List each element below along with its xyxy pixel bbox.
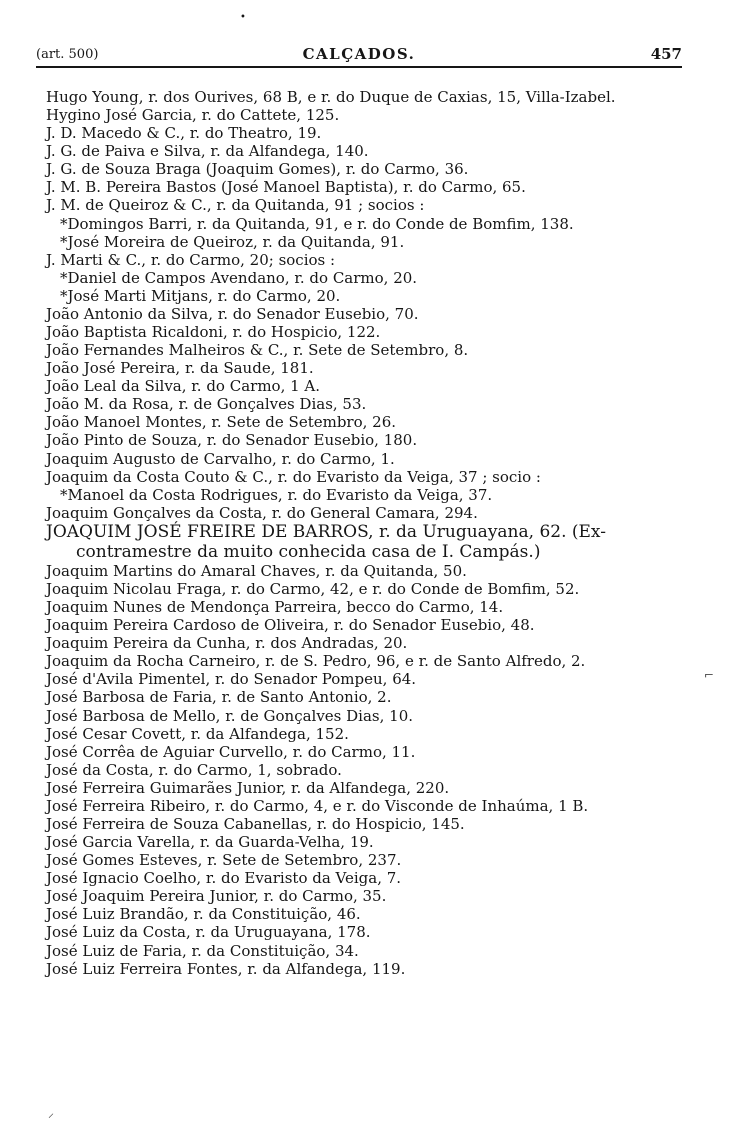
directory-entry: José Gomes Esteves, r. Sete de Setembro, 237.	[46, 851, 402, 870]
directory-entry: José Barbosa de Faria, r. de Santo Antonio, 2.	[46, 688, 392, 707]
directory-entry: contramestre da muito conhecida casa de I. Campás.)	[76, 541, 541, 562]
directory-entry: J. D. Macedo & C., r. do Theatro, 19.	[46, 124, 322, 143]
directory-entry: José da Costa, r. do Carmo, 1, sobrado.	[46, 760, 342, 779]
directory-entry: José Luiz Ferreira Fontes, r. da Alfandega, 119.	[46, 959, 406, 978]
directory-entry: J. M. B. Pereira Bastos (José Manoel Baptista), r. do Carmo, 65.	[46, 178, 526, 197]
directory-entry: Hugo Young, r. dos Ourives, 68 B, e r. do Duque de Caxias, 15, Villa-Izabel.	[46, 88, 616, 106]
directory-entry: João Leal da Silva, r. do Carmo, 1 A.	[46, 377, 321, 396]
directory-entry: José d'Avila Pimentel, r. do Senador Pompeu, 64.	[46, 670, 417, 689]
directory-entry: João Manoel Montes, r. Sete de Setembro, 26.	[46, 413, 397, 432]
directory-entry: Joaquim Martins do Amaral Chaves, r. da Quitanda, 50.	[46, 561, 467, 580]
top-mark: •	[240, 12, 246, 23]
directory-entry: José Garcia Varella, r. da Guarda-Velha, 19.	[46, 833, 374, 852]
entry-list	[46, 88, 691, 978]
directory-entry: J. G. de Paiva e Silva, r. da Alfandega, 140.	[46, 142, 369, 161]
directory-entry: José Barbosa de Mello, r. de Gonçalves Dias, 10.	[46, 706, 414, 725]
directory-entry: João José Pereira, r. da Saude, 181.	[46, 359, 314, 378]
directory-entry: J. G. de Souza Braga (Joaquim Gomes), r. do Carmo, 36.	[46, 160, 469, 179]
directory-entry: João Fernandes Malheiros & C., r. Sete de Setembro, 8.	[46, 341, 469, 360]
page-header	[36, 44, 682, 68]
section-title: CALÇADOS.	[302, 45, 416, 63]
directory-entry: Joaquim Nunes de Mendonça Parreira, becco do Carmo, 14.	[46, 598, 504, 617]
article-reference: (art. 500)	[36, 47, 99, 62]
directory-entry: José Luiz de Faria, r. da Constituição, 34.	[46, 941, 359, 960]
directory-entry: Joaquim Pereira da Cunha, r. dos Andradas, 20.	[46, 634, 408, 653]
directory-entry: J. Marti & C., r. do Carmo, 20; socios :	[46, 250, 336, 269]
directory-entry: J. M. de Queiroz & C., r. da Quitanda, 91 ; socios :	[46, 196, 425, 215]
directory-entry: José Ferreira de Souza Cabanellas, r. do Hospicio, 145.	[46, 814, 465, 833]
directory-entry: Joaquim Nicolau Fraga, r. do Carmo, 42, e r. do Conde de Bomfim, 52.	[46, 579, 580, 598]
stray-mark-icon: ⸝	[48, 1106, 55, 1120]
directory-entry: José Corrêa de Aguiar Curvello, r. do Carmo, 11.	[46, 742, 416, 761]
directory-entry: José Ferreira Guimarães Junior, r. da Alfandega, 220.	[46, 778, 450, 797]
directory-entry: João Pinto de Souza, r. do Senador Eusebio, 180.	[46, 431, 418, 450]
directory-entry: José Cesar Covett, r. da Alfandega, 152.	[46, 724, 349, 743]
partner-entry: *José Moreira de Queiroz, r. da Quitanda, 91.	[60, 232, 405, 251]
partner-entry: *Domingos Barri, r. da Quitanda, 91, e r. do Conde de Bomfim, 138.	[60, 214, 574, 233]
directory-entry: Joaquim da Costa Couto & C., r. do Evaristo da Veiga, 37 ; socio :	[46, 467, 541, 486]
directory-entry: José Ignacio Coelho, r. do Evaristo da Veiga, 7.	[46, 869, 402, 888]
partner-entry: *Daniel de Campos Avendano, r. do Carmo, 20.	[60, 268, 418, 287]
page-number: 457	[650, 45, 682, 63]
directory-entry: João Antonio da Silva, r. do Senador Eusebio, 70.	[46, 304, 419, 323]
partner-entry: *José Marti Mitjans, r. do Carmo, 20.	[60, 286, 341, 305]
directory-entry: José Luiz Brandão, r. da Constituição, 46.	[46, 905, 361, 924]
margin-mark-icon: ⌐	[704, 668, 715, 682]
directory-entry: José Joaquim Pereira Junior, r. do Carmo, 35.	[46, 887, 387, 906]
directory-entry: Joaquim Pereira Cardoso de Oliveira, r. do Senador Eusebio, 48.	[46, 616, 535, 635]
directory-entry: Joaquim Gonçalves da Costa, r. do General Camara, 294.	[46, 503, 478, 522]
partner-entry: *Manoel da Costa Rodrigues, r. do Evaristo da Veiga, 37.	[60, 485, 493, 504]
directory-entry: José Luiz da Costa, r. da Uruguayana, 178.	[46, 923, 371, 942]
directory-entry: Joaquim Augusto de Carvalho, r. do Carmo, 1.	[46, 449, 395, 468]
directory-entry: João Baptista Ricaldoni, r. do Hospicio, 122.	[46, 323, 381, 342]
directory-entry: Joaquim da Rocha Carneiro, r. de S. Pedro, 96, e r. de Santo Alfredo, 2.	[46, 652, 586, 671]
directory-entry: JOAQUIM JOSÉ FREIRE DE BARROS, r. da Uruguayana, 62. (Ex-	[46, 521, 606, 542]
directory-entry: José Ferreira Ribeiro, r. do Carmo, 4, e r. do Visconde de Inhaúma, 1 B.	[46, 796, 589, 815]
directory-entry: João M. da Rosa, r. de Gonçalves Dias, 53.	[46, 395, 367, 414]
directory-entry: Hygino José Garcia, r. do Cattete, 125.	[46, 106, 340, 125]
